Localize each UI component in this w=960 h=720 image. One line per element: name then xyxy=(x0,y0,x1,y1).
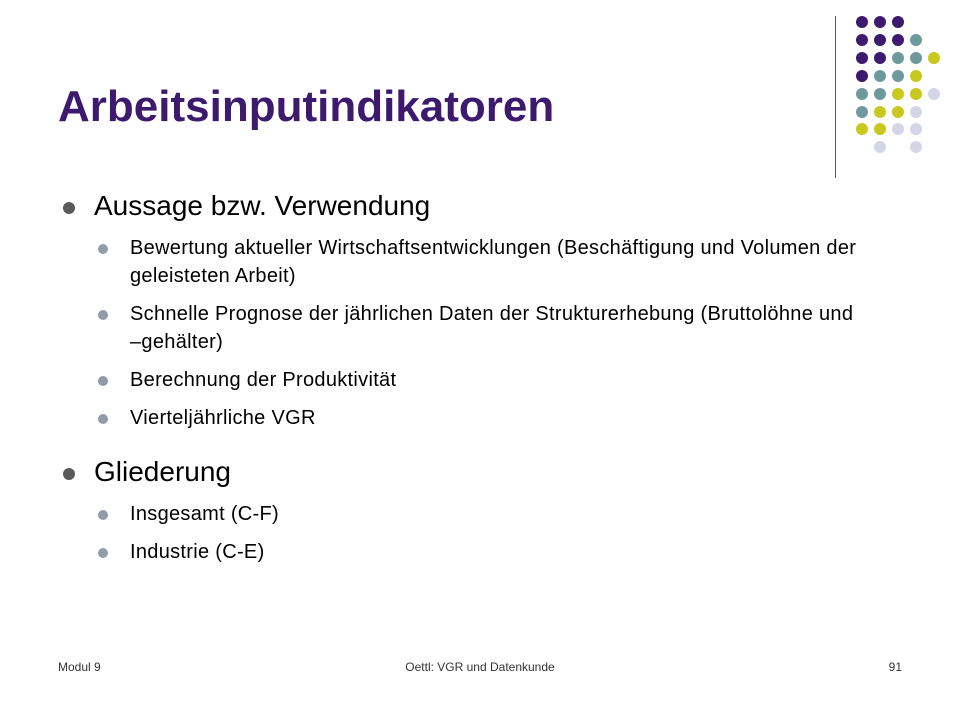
decor-dot xyxy=(892,106,904,118)
decor-dot xyxy=(892,88,904,100)
decor-dot xyxy=(856,16,868,28)
decor-dot xyxy=(910,123,922,135)
list-item xyxy=(58,234,858,290)
decor-dot xyxy=(910,88,922,100)
slide-title: Arbeitsinputindikatoren xyxy=(58,82,555,131)
list-item xyxy=(58,538,858,566)
list-item-text: Industrie (C-E) xyxy=(130,541,265,563)
decor-dot xyxy=(892,16,904,28)
decor-dot xyxy=(874,70,886,82)
bullet-section-usage xyxy=(58,188,858,224)
decor-dot xyxy=(856,88,868,100)
list-item xyxy=(58,366,858,394)
bullet-dot-icon xyxy=(98,414,108,424)
bullet-dot-icon xyxy=(63,202,75,214)
section-heading: Aussage bzw. Verwendung xyxy=(94,190,431,221)
list-item-text: Insgesamt (C-F) xyxy=(130,503,279,525)
list-item-text: Schnelle Prognose der jährlichen Daten der Strukturerhebung (Bruttolöhne und –gehälter) xyxy=(130,303,854,353)
decor-dot xyxy=(892,52,904,64)
decor-dot xyxy=(856,52,868,64)
bullet-dot-icon xyxy=(98,510,108,520)
list-item xyxy=(58,500,858,528)
list-item-text: Berechnung der Produktivität xyxy=(130,369,397,391)
decor-dot xyxy=(874,141,886,153)
decor-dot xyxy=(874,52,886,64)
bullet-dot-icon xyxy=(63,468,75,480)
decor-dot xyxy=(856,123,868,135)
decor-dot xyxy=(874,16,886,28)
list-item-text: Bewertung aktueller Wirtschaftsentwicklungen (Beschäftigung und Volumen der geleisteten Arbeit) xyxy=(130,237,857,287)
bullet-dot-icon xyxy=(98,548,108,558)
vertical-divider xyxy=(835,16,836,178)
decor-dot xyxy=(928,52,940,64)
section-heading: Gliederung xyxy=(94,456,231,487)
footer-course: Oettl: VGR und Datenkunde xyxy=(405,660,555,674)
decor-dot xyxy=(874,88,886,100)
decor-dot xyxy=(892,70,904,82)
list-item xyxy=(58,404,858,432)
decor-dot xyxy=(874,34,886,46)
decor-dot xyxy=(856,106,868,118)
bullet-section-structure xyxy=(58,454,858,490)
decor-dot xyxy=(910,34,922,46)
decor-dot xyxy=(856,34,868,46)
decor-dot xyxy=(874,106,886,118)
decor-dot xyxy=(910,52,922,64)
list-item-text: Vierteljährliche VGR xyxy=(130,407,316,429)
footer-module: Modul 9 xyxy=(58,660,101,674)
bullet-dot-icon xyxy=(98,244,108,254)
decor-dot xyxy=(892,34,904,46)
list-item xyxy=(58,300,858,356)
decor-dot xyxy=(910,70,922,82)
decor-dot xyxy=(856,70,868,82)
decor-dot xyxy=(874,123,886,135)
decor-dot xyxy=(928,88,940,100)
bullet-dot-icon xyxy=(98,376,108,386)
decor-dot xyxy=(892,123,904,135)
slide-body xyxy=(58,188,858,566)
bullet-dot-icon xyxy=(98,310,108,320)
slide-number: 91 xyxy=(888,660,902,674)
decor-dot xyxy=(910,141,922,153)
decor-dot xyxy=(910,106,922,118)
